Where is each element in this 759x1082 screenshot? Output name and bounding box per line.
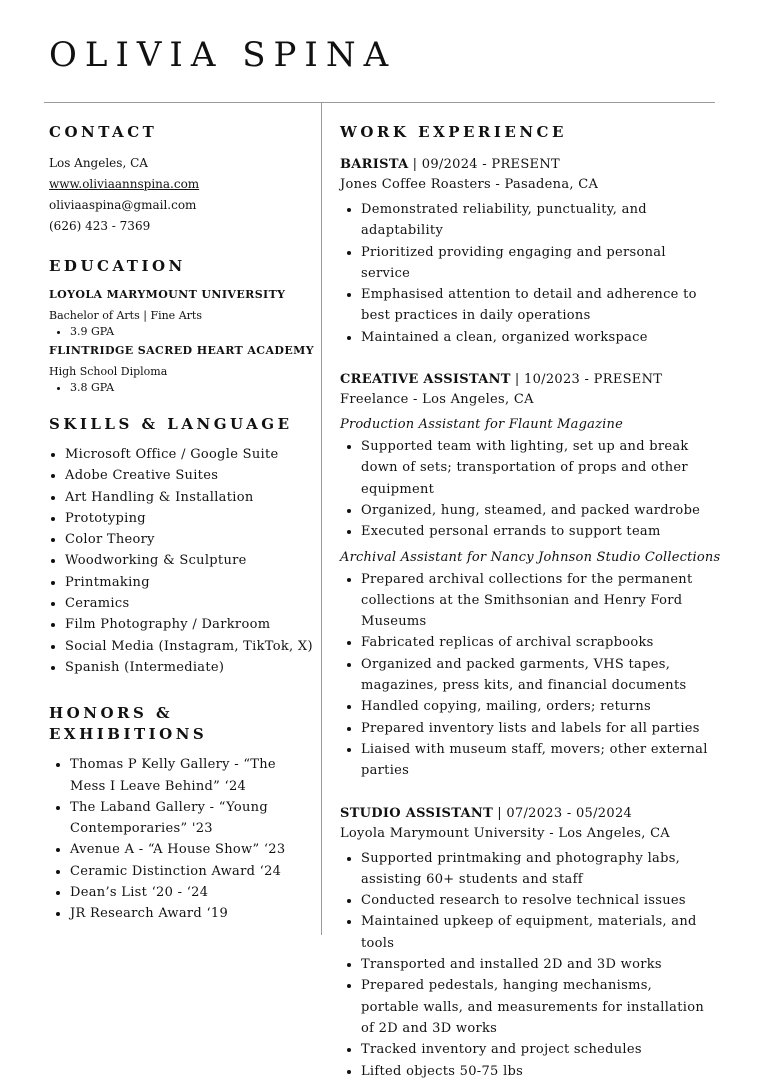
skill-item: • Color Theory [65, 529, 313, 550]
job-role: CREATIVE ASSISTANT [340, 372, 511, 388]
contact-section [49, 122, 313, 237]
honor-item: • The Laband Gallery - “Young Contemporaries” '23 [70, 797, 280, 840]
skills-section [49, 414, 313, 678]
job-bullet: • Demonstrated reliability, punctuality, and adaptability [361, 199, 713, 242]
work-section [340, 122, 726, 1082]
job-bullet: • Prepared pedestals, hanging mechanisms, portable walls, and measurements for installation of 2D and 3D works [361, 975, 713, 1039]
skill-item: • Art Handling & Installation [65, 487, 313, 508]
honors-section [49, 703, 313, 924]
skill-item: • Ceramics [65, 593, 313, 614]
job-heading [340, 804, 726, 823]
skill-item: • Prototyping [65, 508, 313, 529]
education-section [49, 256, 313, 395]
skill-item: • Spanish (Intermediate) [65, 657, 313, 678]
job-dates: | 09/2024 - PRESENT [412, 157, 560, 172]
skill-item: • Woodworking & Sculpture [65, 550, 313, 571]
job-bullet: • Prioritized providing engaging and personal service [361, 242, 713, 285]
school-name: FLINTRIDGE SACRED HEART ACADEMY [49, 344, 314, 357]
contact-location: Los Angeles, CA [49, 156, 148, 170]
job-bullet: • Maintained upkeep of equipment, materials, and tools [361, 911, 713, 954]
job-role: BARISTA [340, 157, 409, 172]
column-divider [321, 103, 322, 935]
honor-item: • Avenue A - “A House Show” ‘23 [70, 839, 313, 860]
skills-list [49, 444, 313, 678]
contact-phone: (626) 423 - 7369 [49, 219, 151, 233]
section-gap [49, 237, 313, 256]
contact-list [49, 153, 313, 237]
job-role: STUDIO ASSISTANT [340, 805, 494, 821]
skill-item: • Social Media (Instagram, TikTok, X) [65, 636, 313, 657]
education-title: EDUCATION [49, 257, 186, 275]
job-bullet: • Tracked inventory and project schedules [361, 1039, 713, 1060]
job-organization: Jones Coffee Roasters - Pasadena, CA [340, 177, 599, 192]
job-organization: Loyola Marymount University - Los Angeles, CA [340, 825, 670, 841]
job-bullet: • Executed personal errands to support team [361, 521, 713, 542]
job-bullet: • Organized and packed garments, VHS tapes, magazines, press kits, and financial documents [361, 654, 713, 697]
skill-item: • Film Photography / Darkroom [65, 614, 313, 635]
honor-item: • Dean’s List ‘20 - ‘24 [70, 882, 313, 903]
section-gap [49, 395, 313, 414]
work-title: WORK EXPERIENCE [340, 123, 567, 141]
job-entry [340, 804, 726, 1082]
section-gap [49, 678, 313, 703]
contact-website-row [49, 174, 313, 195]
job-organization: Freelance - Los Angeles, CA [340, 392, 534, 408]
school-degree: High School Diploma [49, 365, 168, 378]
job-dates: | 10/2023 - PRESENT [514, 372, 663, 388]
job-subrole-title: Production Assistant for Flaunt Magazine [340, 417, 623, 433]
job-subrole-title: Archival Assistant for Nancy Johnson Studio Collections [340, 549, 721, 565]
skills-title: SKILLS & LANGUAGE [49, 415, 293, 433]
job-bullet: • Organized, hung, steamed, and packed wardrobe [361, 500, 713, 521]
job-bullet: • Maintained a clean, organized workspace [361, 327, 713, 348]
skill-item: • Microsoft Office / Google Suite [65, 444, 313, 465]
job-entry [340, 370, 726, 781]
job-heading [340, 155, 726, 174]
job-bullets [340, 436, 726, 542]
skill-item: • Printmaking [65, 572, 313, 593]
school-gpa-list [49, 324, 313, 339]
school-name: LOYOLA MARYMOUNT UNIVERSITY [49, 288, 286, 301]
job-gap [340, 782, 726, 792]
header-divider [44, 102, 715, 103]
applicant-name: OLIVIA SPINA [49, 35, 397, 75]
job-bullet: • Conducted research to resolve technical issues [361, 890, 713, 911]
left-column [49, 122, 313, 925]
job-bullets [340, 569, 726, 782]
honors-title: HONORS & EXHIBITIONS [49, 704, 208, 744]
school-gpa-list [49, 380, 313, 395]
job-bullet: • Emphasised attention to detail and adherence to best practices in daily operations [361, 284, 713, 327]
job-bullet: • Prepared archival collections for the permanent collections at the Smithsonian and Henry Ford Museums [361, 569, 713, 633]
job-bullet: • Supported printmaking and photography labs, assisting 60+ students and staff [361, 848, 713, 891]
job-bullets [340, 848, 726, 1082]
job-bullet: • Lifted objects 50-75 lbs [361, 1061, 713, 1082]
school-gpa: • 3.9 GPA [70, 324, 313, 339]
website-link[interactable]: www.oliviaannspina.com [49, 177, 200, 191]
job-bullets [340, 199, 726, 348]
school-degree: Bachelor of Arts | Fine Arts [49, 309, 202, 322]
job-bullet: • Supported team with lighting, set up and break down of sets; transportation of props and other equipment [361, 436, 713, 500]
honor-item: • JR Research Award ‘19 [70, 903, 313, 924]
contact-title: CONTACT [49, 123, 158, 141]
honor-item: • Ceramic Distinction Award ‘24 [70, 861, 313, 882]
honor-item: • Thomas P Kelly Gallery - “The Mess I Leave Behind” ‘24 [70, 754, 280, 797]
job-bullet: • Liaised with museum staff, movers; other external parties [361, 739, 713, 782]
job-bullet: • Transported and installed 2D and 3D works [361, 954, 713, 975]
job-bullet: • Prepared inventory lists and labels for all parties [361, 718, 713, 739]
job-bullet: • Fabricated replicas of archival scrapbooks [361, 632, 713, 653]
right-column [340, 122, 726, 1082]
job-entry [340, 155, 726, 348]
honors-list [49, 754, 313, 924]
job-heading [340, 370, 726, 389]
skill-item: • Adobe Creative Suites [65, 465, 313, 486]
job-dates: | 07/2023 - 05/2024 [497, 805, 633, 821]
contact-email: oliviaaspina@gmail.com [49, 198, 197, 212]
job-bullet: • Handled copying, mailing, orders; returns [361, 696, 713, 717]
job-gap [340, 348, 726, 358]
school-gpa: • 3.8 GPA [70, 380, 313, 395]
